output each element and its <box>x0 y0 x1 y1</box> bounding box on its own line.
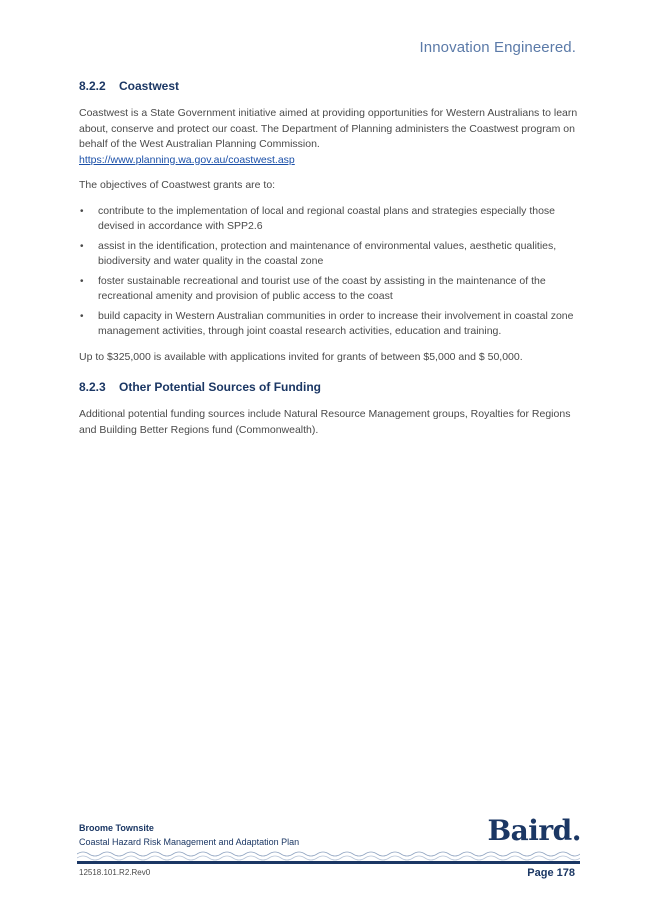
coastwest-intro-text: Coastwest is a State Government initiative aimed at providing opportunities for Western Australians to learn about, conserve and protect our coast. The Department of Planning administers the Coastwest program on behalf of the West Australian Planning Commission. <box>79 107 578 150</box>
list-item <box>79 309 579 340</box>
section-title: Coastwest <box>119 79 180 93</box>
list-item-text: assist in the identification, protection and maintenance of environmental values, aesthetic qualities, biodiversity and water quality in the coastal zone <box>98 239 557 267</box>
header-tagline: Innovation Engineered. <box>419 39 576 56</box>
footer-document-title: Coastal Hazard Risk Management and Adaptation Plan <box>79 837 300 847</box>
bullet-icon: • <box>80 240 84 252</box>
other-funding-paragraph: Additional potential funding sources include Natural Resource Management groups, Royalties for Regions and Building Better Regions fund (Commonwealth). <box>79 408 571 436</box>
coastwest-link[interactable]: https://www.planning.wa.gov.au/coastwest.asp <box>79 153 295 166</box>
document-reference: 12518.101.R2.Rev0 <box>79 868 151 877</box>
section-number: 8.2.3 <box>79 380 106 394</box>
funding-paragraph: Up to $325,000 is available with applications invited for grants of between $5,000 and $ 50,000. <box>79 350 523 363</box>
section-title: Other Potential Sources of Funding <box>119 380 322 394</box>
footer-project-title: Broome Townsite <box>79 823 154 833</box>
list-item <box>79 274 579 305</box>
list-item-text: foster sustainable recreational and tourist use of the coast by assisting in the maintenance of the recreational amenity and provision of public access to the coast <box>98 274 546 302</box>
objectives-intro: The objectives of Coastwest grants are to: <box>79 179 276 191</box>
section-heading-other-funding <box>79 379 579 395</box>
list-item <box>79 204 579 235</box>
page-number: Page 178 <box>527 867 575 879</box>
list-item-text: contribute to the implementation of local and regional coastal plans and strategies especially those devised in accordance with SPP2.6 <box>98 204 556 232</box>
objectives-list <box>79 204 579 340</box>
baird-logo: Baird. <box>487 814 581 847</box>
bullet-icon: • <box>80 310 84 322</box>
list-item-text: build capacity in Western Australian communities in order to increase their involvement in coastal zone management activities, through joint coastal research activities, education and training. <box>98 309 574 337</box>
list-item <box>79 239 579 270</box>
page-content <box>79 78 579 448</box>
footer-rule <box>77 861 580 864</box>
coastwest-intro-paragraph <box>79 106 579 168</box>
section-heading-coastwest <box>79 78 579 94</box>
section-number: 8.2.2 <box>79 79 106 93</box>
bullet-icon: • <box>80 205 84 217</box>
bullet-icon: • <box>80 275 84 287</box>
